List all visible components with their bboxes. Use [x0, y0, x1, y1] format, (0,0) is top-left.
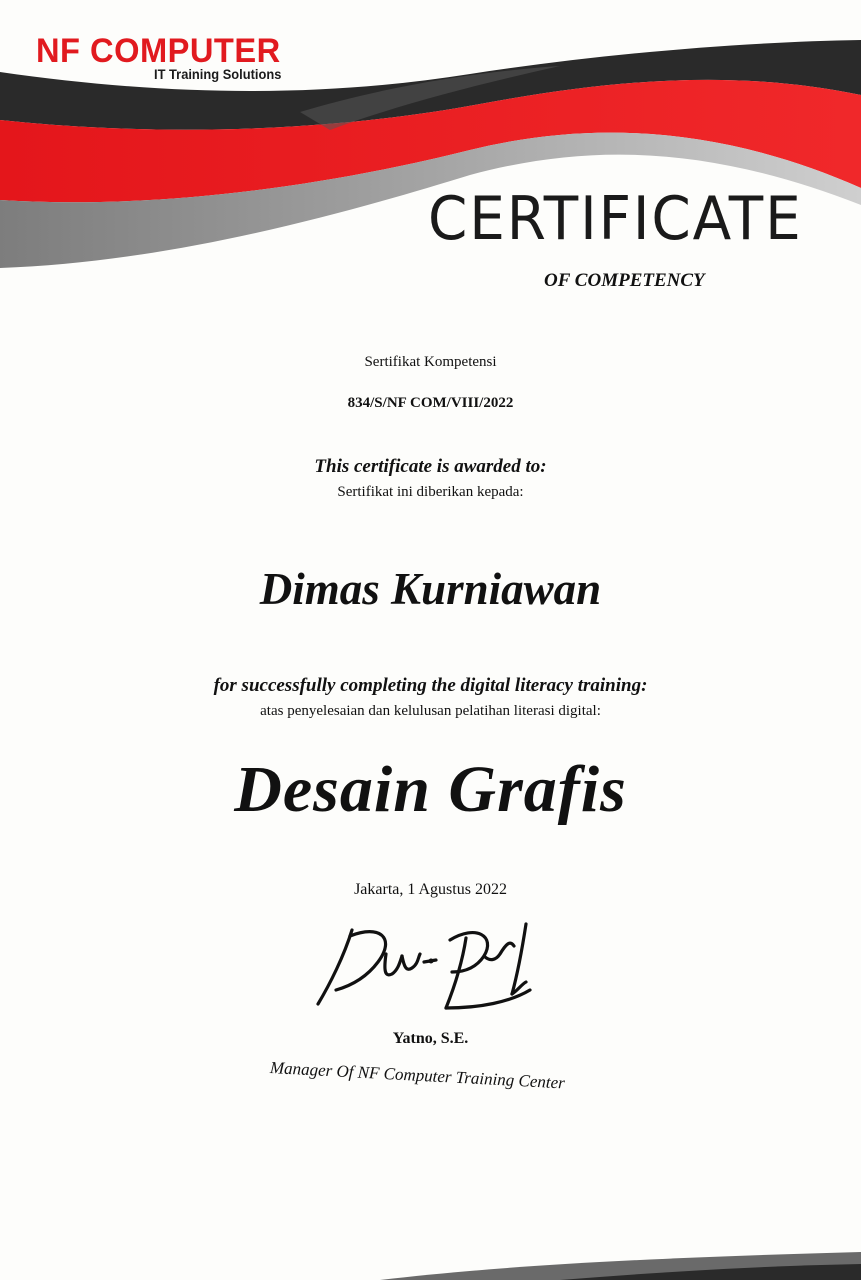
place-date: Jakarta, 1 Agustus 2022 [354, 881, 507, 898]
completion-indonesian: atas penyelesaian dan kelulusan pelatihan literasi digital: [260, 703, 601, 719]
certificate-subtitle: OF COMPETENCY [544, 270, 705, 291]
completion-english: for successfully completing the digital literacy training: [213, 675, 648, 696]
signer-title: Manager Of NF Computer Training Center [269, 1058, 566, 1093]
signature-mark [300, 916, 560, 1016]
signer-name: Yatno, S.E. [392, 1030, 469, 1047]
bottom-decor-strip [0, 1252, 861, 1280]
course-name: Desain Grafis [234, 753, 627, 826]
certificate-label: Sertifikat Kompetensi [364, 354, 497, 370]
certificate-title: CERTIFICATE [428, 184, 803, 254]
certificate-number: 834/S/NF COM/VIII/2022 [347, 395, 514, 411]
company-tagline: IT Training Solutions [154, 66, 282, 82]
awarded-to-indonesian: Sertifikat ini diberikan kepada: [337, 484, 524, 500]
recipient-name: Dimas Kurniawan [259, 564, 602, 614]
company-name: NF COMPUTER [36, 32, 281, 70]
company-logo [36, 34, 292, 82]
awarded-to-english: This certificate is awarded to: [314, 456, 547, 477]
